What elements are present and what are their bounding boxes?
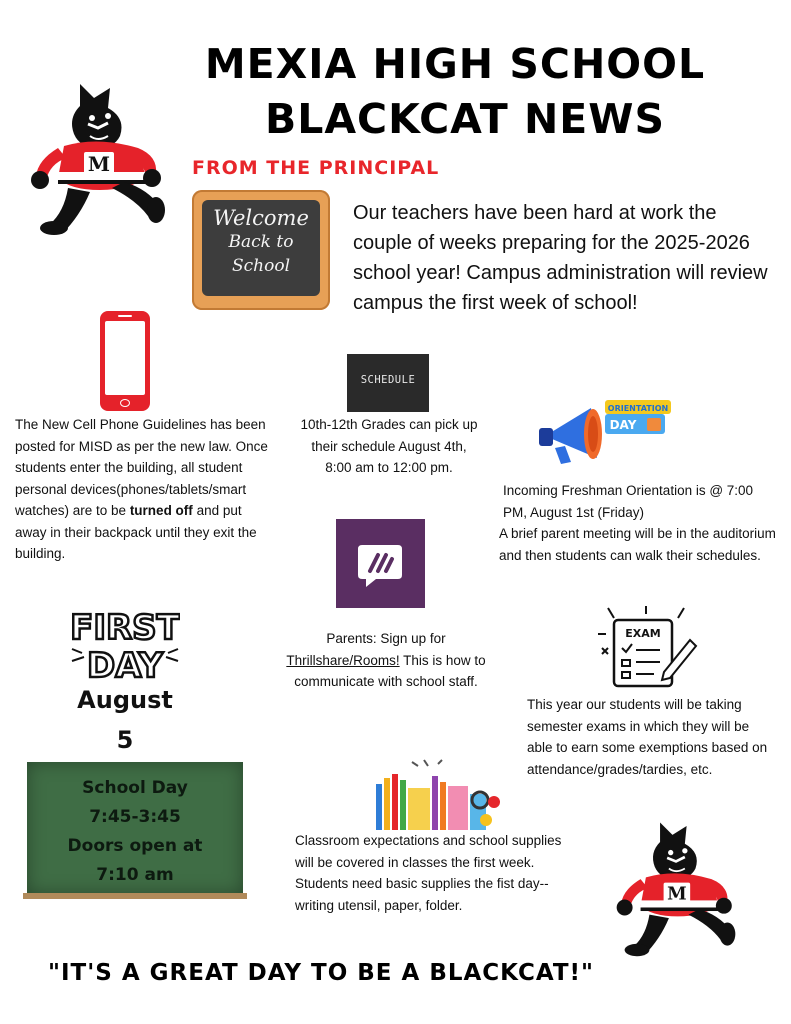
chalkboard-ledge bbox=[23, 893, 247, 899]
classroom-supplies-text: Classroom expectations and school supplies will be covered in classes the first week. Students need basic supplies the fist day--writing utensil, paper, folder. bbox=[295, 833, 562, 913]
chalkboard-line3: Doors open at bbox=[67, 836, 203, 856]
cell-phone-text-part1: The New Cell Phone Guidelines has been posted for MISD as per the new law. Once students enter the building, all student personal devices(phones/tablets/smart watches) are to be bbox=[15, 417, 268, 518]
blackcat-mascot-image bbox=[28, 78, 168, 238]
first-day-date: 5 bbox=[116, 726, 134, 754]
section-heading-principal: FROM THE PRINCIPAL bbox=[192, 157, 440, 179]
chalkboard-line2: 7:45-3:45 bbox=[89, 807, 181, 827]
megaphone-icon bbox=[535, 396, 675, 472]
newsletter-title-line1: MEXIA HIGH SCHOOL bbox=[204, 40, 706, 88]
sign-text-line2: Back to bbox=[228, 232, 294, 252]
footer-slogan: "IT'S A GREAT DAY TO BE A BLACKCAT!" bbox=[48, 960, 595, 986]
sign-text-line1: Welcome bbox=[213, 206, 309, 230]
schedule-pickup-text: 10th-12th Grades can pick up their schedule August 4th, 8:00 am to 12:00 pm. bbox=[300, 417, 478, 475]
sign-text bbox=[202, 206, 320, 278]
sign-text-line3: School bbox=[231, 256, 291, 276]
principal-intro-text: Our teachers have been hard at work the couple of weeks preparing for the 2025-2026 school year! Campus administration will review campus the first week of school! bbox=[353, 202, 768, 314]
welcome-back-sign bbox=[192, 190, 330, 310]
mascot-letter-top: M bbox=[87, 152, 111, 176]
cell-phone-text-bold: turned off bbox=[129, 503, 193, 518]
schedule-sign-image bbox=[347, 354, 429, 412]
parents-text-part2: This is how to communicate with school staff. bbox=[294, 652, 486, 689]
schedule-sign-text: SCHEDULE bbox=[360, 374, 416, 386]
orientation-banner-text: ORIENTATION bbox=[607, 404, 669, 413]
first-day-month: August bbox=[77, 686, 173, 714]
chalkboard-line1: School Day bbox=[82, 778, 188, 798]
newsletter-title-line2: BLACKCAT NEWS bbox=[264, 95, 666, 143]
parents-signup-text bbox=[284, 628, 488, 693]
thrillshare-rooms-link[interactable]: Thrillshare/Rooms! bbox=[286, 652, 400, 668]
exam-exemption-text: This year our students will be taking semester exams in which they will be able to earn some exemptions based on attendance/grades/tardies, etc. bbox=[527, 697, 768, 777]
orientation-day-text: DAY bbox=[609, 418, 637, 432]
blackcat-mascot-image-2 bbox=[614, 816, 738, 960]
exam-icon bbox=[594, 604, 698, 692]
cell-phone-text-part2: and put away in their backpack until they exit the building. bbox=[15, 503, 257, 561]
thrillshare-app-icon bbox=[336, 519, 425, 608]
phone-icon bbox=[100, 311, 150, 411]
mascot-letter-bottom: M bbox=[667, 883, 687, 905]
school-supplies-image bbox=[368, 758, 502, 830]
cell-phone-guidelines-text bbox=[15, 414, 270, 565]
first-day-art-line2: DAY bbox=[87, 646, 163, 685]
exam-icon-label: EXAM bbox=[625, 627, 661, 640]
first-day-lettering-image bbox=[70, 605, 180, 685]
school-day-chalkboard bbox=[27, 762, 243, 894]
parents-text-part1: Parents: Sign up for bbox=[326, 631, 446, 646]
orientation-line1: Incoming Freshman Orientation is @ 7:00 PM, August 1st (Friday) bbox=[503, 483, 754, 520]
chalkboard-line4: 7:10 am bbox=[96, 865, 174, 885]
first-day-art-line1: FIRST bbox=[70, 608, 180, 648]
orientation-line2: A brief parent meeting will be in the auditorium and then students can walk their schedules. bbox=[499, 526, 776, 563]
orientation-text bbox=[499, 480, 779, 566]
